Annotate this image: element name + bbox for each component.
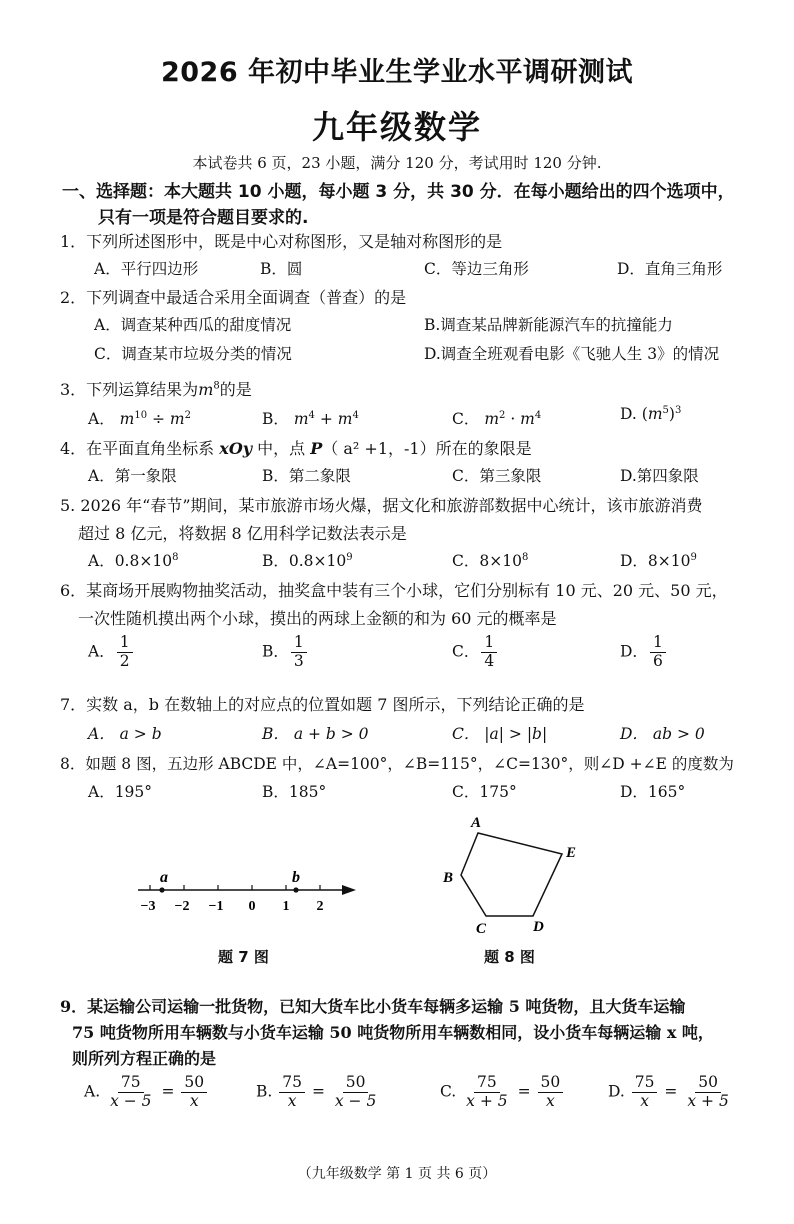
figure-7-number-line <box>120 860 370 920</box>
question-9-line-2: 75 吨货物所用车辆数与小货车运输 50 吨货物所用车辆数相同，设小货车每辆运输 x 吨， <box>72 1023 714 1042</box>
pentagon-shape <box>461 833 562 916</box>
label-b: b <box>292 869 300 886</box>
q6-option-d: D． $\frac{1}{6}$ <box>620 634 668 671</box>
tick-label: 2 <box>316 899 324 914</box>
tick-label: −3 <box>140 899 156 914</box>
question-2-stem: 2．下列调查中最适合采用全面调查（普查）的是 <box>60 288 407 307</box>
vertex-e: E <box>566 845 577 861</box>
q3-option-c: C． $m^2 \cdot m^4$ <box>452 409 542 428</box>
q8-option-c: C．175° <box>452 783 517 801</box>
q6-option-b: B． $\frac{1}{3}$ <box>262 634 309 671</box>
question-9-line-3: 则所列方程正确的是 <box>72 1049 217 1068</box>
q1-option-a: A．平行四边形 <box>94 260 199 278</box>
question-5-line-2: 超过 8 亿元，将数据 8 亿用科学记数法表示是 <box>78 524 407 543</box>
q6-option-a: A． $\frac{1}{2}$ <box>88 634 135 671</box>
question-4-stem: 4．在平面直角坐标系 xOy 中，点 P（ a² +1，-1）所在的象限是 <box>60 439 532 458</box>
question-5-line-1: 5. 2026 年“春节”期间，某市旅游市场火爆，据文化和旅游部数据中心统计，该市旅游消费 <box>60 496 703 515</box>
vertex-a: A <box>471 815 482 831</box>
question-3-stem: 3．下列运算结果为$m^8$的是 <box>60 380 252 399</box>
q8-option-b: B．185° <box>262 783 327 801</box>
q9-option-b: B. $\frac{75}{x}$ = $\frac{50}{x - 5}$ <box>256 1073 377 1110</box>
label-a: a <box>160 869 168 886</box>
q7-option-c: C． |a| > |b| <box>452 725 548 743</box>
q1-option-d: D．直角三角形 <box>617 260 723 278</box>
q2-option-a: A．调查某种西瓜的甜度情况 <box>94 316 292 334</box>
q9-option-c: C. $\frac{75}{x + 5}$ = $\frac{50}{x}$ <box>440 1074 565 1111</box>
exam-subtitle: 九年级数学 <box>311 108 482 146</box>
question-7-stem: 7．实数 a，b 在数轴上的对应点的位置如题 7 图所示，下列结论正确的是 <box>60 695 585 714</box>
question-8-stem: 8．如题 8 图，五边形 ABCDE 中，∠A=100°，∠B=115°，∠C=130°，则∠D +∠E 的度数为 <box>60 755 734 773</box>
q4-option-d: D.第四象限 <box>620 467 699 485</box>
point-a <box>159 887 164 892</box>
page-footer: （九年级数学 第 1 页 共 6 页） <box>297 1166 497 1182</box>
question-6-line-2: 一次性随机摸出两个小球，摸出的两球上金额的和为 60 元的概率是 <box>78 609 557 628</box>
q7-option-d: D． ab > 0 <box>620 725 705 743</box>
q9-option-d: D. $\frac{75}{x}$ = $\frac{50}{x + 5}$ <box>608 1073 729 1110</box>
point-b <box>293 887 298 892</box>
q8-option-d: D．165° <box>620 783 686 801</box>
q1-option-b: B．圆 <box>260 260 303 278</box>
q2-option-c: C．调查某市垃圾分类的情况 <box>94 345 292 363</box>
tick-label: −1 <box>208 899 224 914</box>
figure-8-caption: 题 8 图 <box>484 948 535 966</box>
q9-option-a: A. $\frac{75}{x - 5}$ = $\frac{50}{x}$ <box>84 1074 209 1111</box>
q5-option-b: B．$0.8\times 10^9$ <box>262 551 353 570</box>
question-9-line-1: 9．某运输公司运输一批货物，已知大货车比小货车每辆多运输 5 吨货物，且大货车运输 <box>60 997 686 1016</box>
q4-option-b: B．第二象限 <box>262 467 351 485</box>
question-1-stem: 1．下列所述图形中，既是中心对称图形，又是轴对称图形的是 <box>60 232 503 251</box>
q5-option-d: D．$8\times 10^9$ <box>620 551 697 570</box>
q3-option-a: A． $m^{10} \div m^2$ <box>88 409 191 428</box>
vertex-d: D <box>533 919 544 935</box>
question-6-line-1: 6．某商场开展购物抽奖活动，抽奖盒中装有三个小球，它们分别标有 10 元、20 元、50 元， <box>60 581 728 600</box>
q2-option-d: D.调查全班观看电影《飞驰人生 3》的情况 <box>424 345 720 363</box>
q1-option-c: C．等边三角形 <box>424 260 529 278</box>
q6-option-c: C． $\frac{1}{4}$ <box>452 634 499 671</box>
q2-option-b: B.调查某品牌新能源汽车的抗撞能力 <box>424 316 673 334</box>
q8-option-a: A．195° <box>88 783 153 801</box>
tick-label: 0 <box>248 899 256 914</box>
q3-option-b: B． $m^4 + m^4$ <box>262 409 359 428</box>
q3-option-d: D. $(m^5)^3$ <box>620 405 682 424</box>
figure-8-pentagon <box>430 812 600 942</box>
q5-option-a: A．$0.8\times 10^8$ <box>88 551 179 570</box>
section-heading: 一、选择题：本大题共 10 小题，每小题 3 分，共 30 分．在每小题给出的四个选项中， <box>62 182 735 202</box>
section-heading-cont: 只有一项是符合题目要求的. <box>98 208 309 228</box>
q7-option-b: B． a + b > 0 <box>262 725 369 743</box>
exam-note: 本试卷共 6 页，23 小题，满分 120 分，考试用时 120 分钟. <box>192 154 602 172</box>
vertex-b: B <box>443 870 454 886</box>
exam-title: 2026 年初中毕业生学业水平调研测试 <box>160 57 634 88</box>
axis-arrow <box>342 885 356 895</box>
q4-option-a: A．第一象限 <box>88 467 177 485</box>
q7-option-a: A． a > b <box>88 725 162 743</box>
figure-7-caption: 题 7 图 <box>218 948 269 966</box>
tick-label: −2 <box>174 899 190 914</box>
tick-label: 1 <box>282 899 290 914</box>
q5-option-c: C．$8\times 10^8$ <box>452 551 529 570</box>
vertex-c: C <box>476 921 487 937</box>
q4-option-c: C．第三象限 <box>452 467 542 485</box>
